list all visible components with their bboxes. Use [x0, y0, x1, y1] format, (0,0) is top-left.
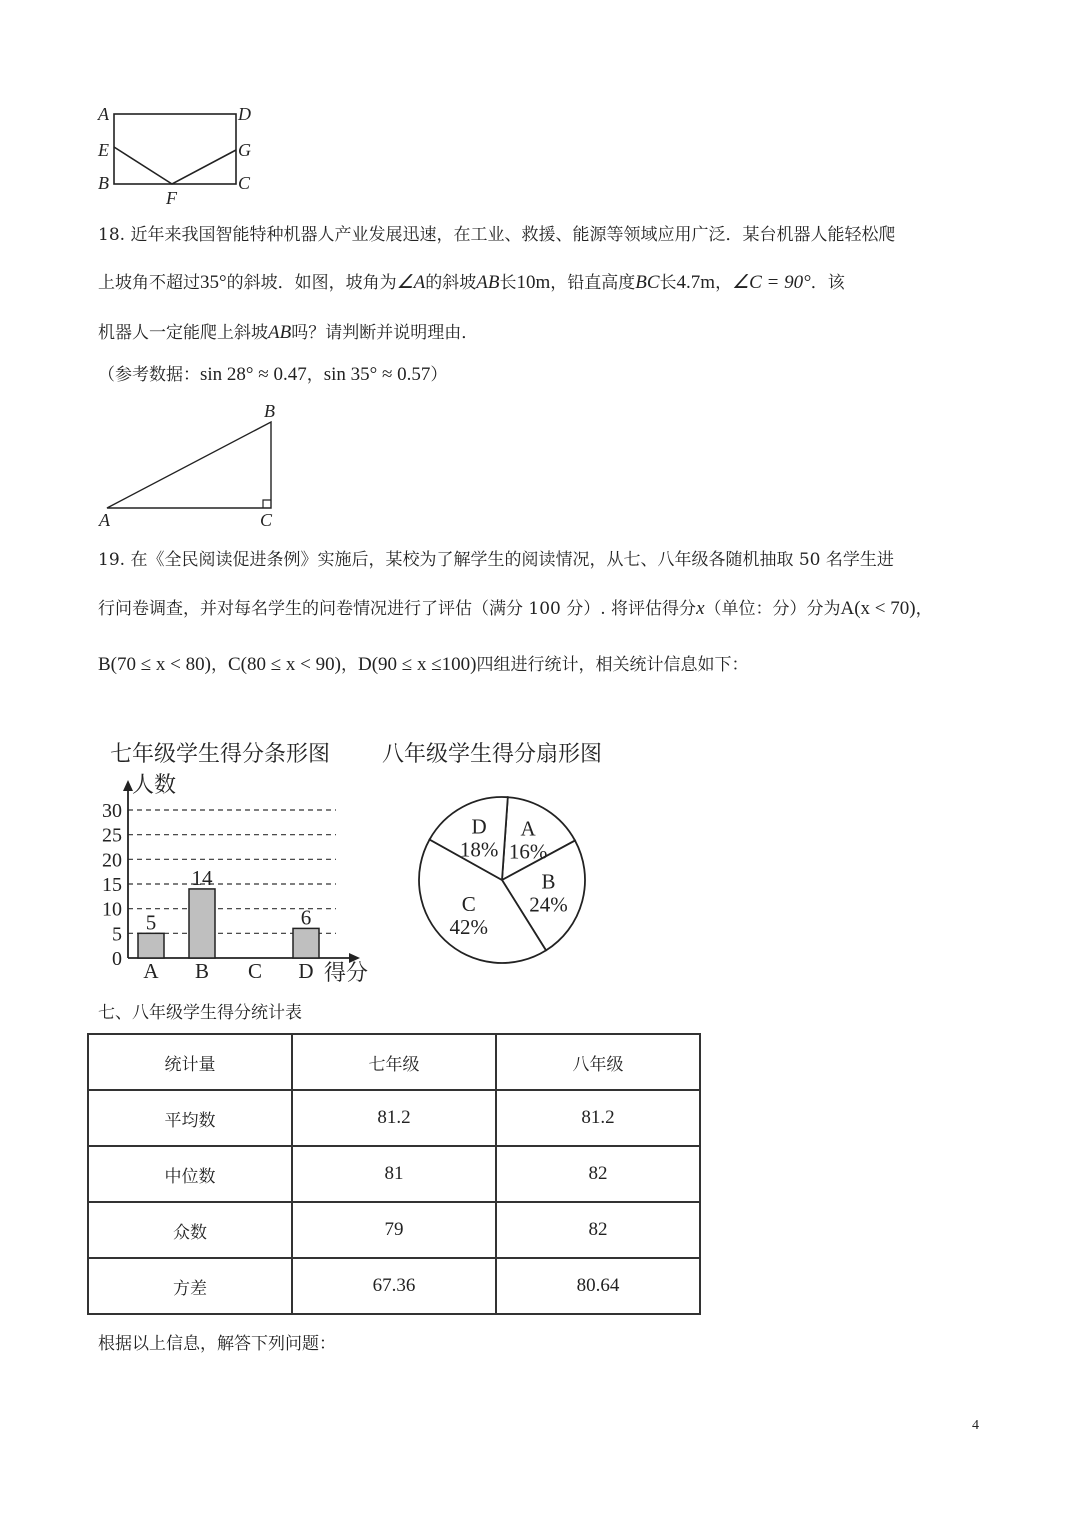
- q18-text: 的斜坡: [425, 273, 477, 293]
- bar-B: [189, 889, 215, 958]
- q18-text: ．该: [810, 273, 845, 293]
- q18-reference: [98, 364, 447, 386]
- table-header-cell: 七年级: [292, 1034, 496, 1090]
- pie-slice-label: A: [520, 816, 536, 841]
- q18-text: ，铅直高度: [550, 273, 636, 293]
- x-tick-label: B: [194, 959, 210, 983]
- q19-math: A(x < 70): [840, 598, 916, 619]
- pie-slice-label: D: [471, 814, 487, 839]
- q19-text: ，: [915, 599, 933, 619]
- table-cell: 平均数: [88, 1090, 292, 1146]
- label-B: B: [98, 173, 109, 193]
- table-header-cell: 统计量: [88, 1034, 292, 1090]
- bar-A: [138, 933, 164, 958]
- q19-math: D(90 ≤ x ≤100): [357, 654, 477, 675]
- table-cell: 81: [292, 1146, 496, 1202]
- bar-chart: [90, 770, 390, 990]
- table-cell: 81.2: [292, 1090, 496, 1146]
- q18-text: 上坡角不超过: [98, 273, 200, 293]
- x-tick-label: D: [298, 959, 314, 983]
- table-cell: 67.36: [292, 1258, 496, 1314]
- label-E: E: [98, 140, 109, 160]
- q18-line3: [98, 322, 478, 344]
- table-caption: 七、八年级学生得分统计表: [98, 1003, 302, 1023]
- q18-math: 10m: [516, 272, 551, 293]
- label-A: A: [99, 510, 110, 530]
- bar-D: [293, 928, 319, 958]
- table-cell: 81.2: [496, 1090, 700, 1146]
- y-axis-label: 人数: [132, 772, 177, 797]
- q18-text: ，: [306, 365, 324, 385]
- bar-value-label: 14: [191, 865, 213, 890]
- table-row: [88, 1202, 700, 1258]
- table-cell: 方差: [88, 1258, 292, 1314]
- pie-chart-title: 八年级学生得分扇形图: [382, 742, 603, 767]
- y-tick-label: 30: [102, 800, 122, 822]
- q18-math: sin 35° ≈ 0.57: [323, 364, 431, 385]
- bar-value-label: 5: [145, 910, 157, 935]
- table-row: [88, 1090, 700, 1146]
- q18-math: ∠C = 90°: [732, 272, 811, 293]
- label-C: C: [260, 510, 273, 530]
- q19-text: 四组进行统计，相关统计信息如下：: [476, 655, 749, 675]
- label-F: F: [166, 188, 177, 208]
- q18-math: AB: [476, 272, 500, 293]
- q19-line1: 19. 在《全民阅读促进条例》实施后，某校为了解学生的阅读情况，从七、八年级各随机抽取 50 名学生进: [98, 550, 894, 570]
- pie-slice-percent: 18%: [459, 837, 499, 862]
- table-header-row: [88, 1034, 700, 1090]
- q18-math: BC: [635, 272, 660, 293]
- pie-slice-percent: 16%: [508, 839, 548, 864]
- q18-text: ）: [430, 365, 448, 385]
- q18-math: ∠A: [396, 272, 426, 293]
- q18-text: 吗？请判断并说明理由．: [291, 323, 479, 343]
- q18-text: 的斜坡．如图，坡角为: [226, 273, 397, 293]
- pie-slice-percent: 42%: [449, 914, 489, 939]
- bar-chart-title: 七年级学生得分条形图: [110, 742, 331, 767]
- y-tick-label: 10: [102, 898, 122, 921]
- q18-math: AB: [268, 322, 292, 343]
- q18-text: 长: [659, 273, 677, 293]
- x-tick-label: C: [247, 959, 263, 983]
- label-G: G: [238, 140, 251, 160]
- q18-text: 机器人一定能爬上斜坡: [98, 323, 268, 343]
- y-tick-label: 0: [112, 948, 122, 970]
- stats-table: [87, 1033, 701, 1315]
- q18-math: sin 28° ≈ 0.47: [200, 364, 307, 385]
- footer-text: 根据以上信息，解答下列问题：: [98, 1334, 336, 1354]
- q19-math: B(70 ≤ x < 80): [98, 654, 211, 675]
- pie-slice-percent: 24%: [529, 892, 568, 917]
- table-row: [88, 1146, 700, 1202]
- pie-chart: [405, 783, 600, 978]
- q19-math: x: [696, 598, 705, 619]
- triangle-figure: [95, 398, 295, 533]
- table-row: [88, 1258, 700, 1314]
- y-tick-label: 25: [102, 824, 122, 847]
- q18-line1: 18. 近年来我国智能特种机器人产业发展迅速，在工业、救援、能源等领域应用广泛．某台机器人能轻松爬: [98, 225, 896, 245]
- pie-slice-label: C: [461, 891, 476, 916]
- table-cell: 80.64: [496, 1258, 700, 1314]
- x-axis-label: 得分: [324, 960, 369, 985]
- q19-text: ，: [340, 655, 358, 675]
- label-B: B: [264, 401, 275, 421]
- page-number: 4: [972, 1418, 979, 1433]
- q18-line2: [98, 272, 845, 294]
- table-header-cell: 八年级: [496, 1034, 700, 1090]
- q19-text: ，: [210, 655, 228, 675]
- table-cell: 82: [496, 1146, 700, 1202]
- q18-text: ，: [715, 273, 733, 293]
- q18-text: 长: [499, 273, 517, 293]
- x-tick-label: A: [143, 959, 159, 983]
- q19-line2: [98, 598, 933, 620]
- q18-math: 35°: [200, 272, 227, 293]
- pie-slice-label: B: [541, 869, 556, 894]
- label-D: D: [238, 104, 251, 124]
- q19-line3: [98, 654, 748, 676]
- y-tick-label: 15: [102, 874, 122, 896]
- table-cell: 众数: [88, 1202, 292, 1258]
- q18-text: （参考数据：: [98, 365, 200, 385]
- table-cell: 82: [496, 1202, 700, 1258]
- q19-text: （单位：分）分为: [704, 599, 841, 619]
- y-tick-label: 5: [112, 923, 122, 946]
- bar-value-label: 6: [300, 905, 312, 930]
- q18-math: 4.7m: [676, 272, 716, 293]
- table-cell: 中位数: [88, 1146, 292, 1202]
- table-cell: 79: [292, 1202, 496, 1258]
- label-C: C: [238, 173, 251, 193]
- q19-text: 行问卷调查，并对每名学生的问卷情况进行了评估（满分 100 分）. 将评估得分: [98, 599, 697, 619]
- q19-math: C(80 ≤ x < 90): [227, 654, 341, 675]
- label-A: A: [98, 104, 109, 124]
- y-tick-label: 20: [102, 849, 122, 872]
- rectangle-figure: [90, 100, 270, 210]
